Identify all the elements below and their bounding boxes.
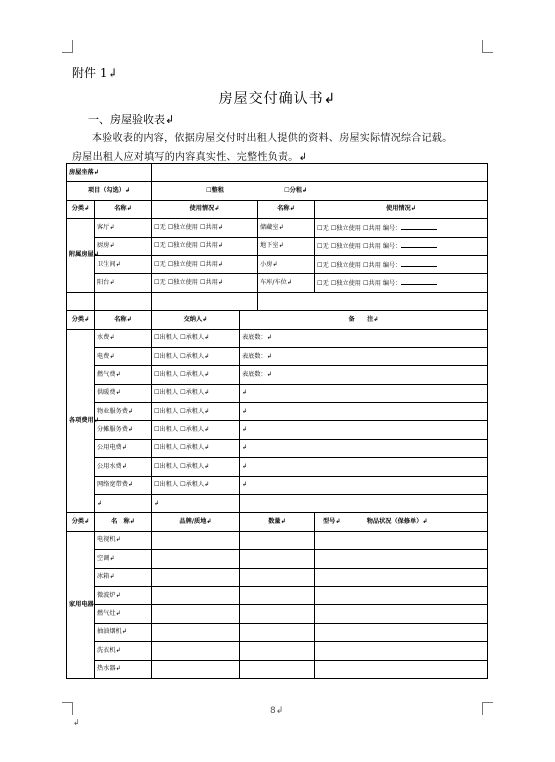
document-title: 房屋交付确认书↲ [218,91,337,107]
address-row [67,164,488,182]
fees-header-row [67,311,488,329]
appliance-row [67,531,488,549]
appliance-header-cat: 分类↲ [67,513,95,531]
fee-note[interactable]: ↲ [240,403,488,421]
rooms-header-name2: 名称↲ [258,200,315,218]
fee-row [67,384,488,402]
appliance-brand[interactable] [152,642,240,660]
room-name-2: 车库/车位↲ [258,274,315,292]
fee-row [67,329,488,347]
appliance-brand[interactable] [152,660,240,678]
fee-payer[interactable]: ☐出租人 ☐承租人↲ [152,476,240,494]
fee-name: 燃气费↲ [95,366,152,384]
room-name: 厨房↲ [95,237,152,255]
rooms-row [67,255,488,273]
fee-payer[interactable]: ☐出租人 ☐承租人↲ [152,384,240,402]
appliance-header-name: 名 称↲ [95,513,152,531]
appliance-name: 微波炉↲ [95,586,152,604]
appliance-category: 家用电器 [67,531,95,678]
room-usage-2-text: ☐无 ☐独立使用 ☐共用 编号： [317,243,402,251]
room-usage[interactable]: ☐无 ☐独立使用 ☐共用↲ [152,274,258,292]
room-name: 客厅↲ [95,219,152,237]
appliance-model-status[interactable] [315,586,488,604]
appliance-brand[interactable] [152,531,240,549]
fees-header-cat: 分类↲ [67,311,95,329]
fee-payer[interactable]: ☐出租人 ☐承租人↲ [152,403,240,421]
option-whole-rent[interactable]: ☐整租 [206,186,224,194]
spacer-cell [67,292,95,310]
number-blank[interactable] [401,224,437,230]
fee-note[interactable]: 表底数：↲ [240,347,488,365]
fee-payer[interactable]: ☐出租人 ☐承租人↲ [152,439,240,457]
rooms-row [67,219,488,237]
room-usage-2[interactable] [315,255,488,273]
fees-category: 各项费用↲ [67,329,95,513]
inspection-form-table [66,163,488,679]
fee-name: 物业服务费↲ [95,403,152,421]
appliance-name: 冰箱↲ [95,568,152,586]
appliance-brand[interactable] [152,586,240,604]
fee-row [67,347,488,365]
rooms-header-cat: 分类↲ [67,200,95,218]
fee-name: 分摊服务费↲ [95,421,152,439]
appliance-model-status[interactable] [315,623,488,641]
appliance-model-status[interactable] [315,550,488,568]
fee-row [67,495,488,513]
appliance-brand[interactable] [152,550,240,568]
project-options [152,182,488,200]
appliance-row [67,586,488,604]
intro-line-2: 房屋出租人应对填写的内容真实性、完整性负责。↲ [72,152,308,163]
appliance-name: 燃气灶↲ [95,605,152,623]
appliance-qty[interactable] [240,660,315,678]
appliance-model-status[interactable] [315,605,488,623]
fee-name: 网络宽带费↲ [95,476,152,494]
fee-name: 水费↲ [95,329,152,347]
fees-header-payer: 交纳人↲ [152,311,240,329]
fee-payer[interactable]: ☐出租人 ☐承租人↲ [152,366,240,384]
fee-note[interactable]: ↲ [240,458,488,476]
appliance-header-brand: 品牌/质地↲ [152,513,240,531]
appliance-brand[interactable] [152,623,240,641]
rooms-spacer-row [67,292,488,310]
appliance-header-qty: 数量↲ [240,513,315,531]
room-name-2: 储藏室↲ [258,219,315,237]
appliance-header-row [67,513,488,531]
appliance-qty[interactable] [240,623,315,641]
appliance-name: 空调↲ [95,550,152,568]
appliance-row [67,642,488,660]
appliance-name: 抽油烟机↲ [95,623,152,641]
page-number: 8↲ [270,706,284,716]
appliance-brand[interactable] [152,568,240,586]
rooms-header-name: 名称↲ [95,200,152,218]
appliance-row [67,568,488,586]
number-blank[interactable] [401,261,437,267]
appliance-qty[interactable] [240,550,315,568]
fee-name[interactable]: ↲ [95,495,152,513]
appliance-name: 电视机↲ [95,531,152,549]
spacer-cell [152,292,258,310]
room-usage-2-text: ☐无 ☐独立使用 ☐共用 编号： [317,224,402,232]
room-usage-2-text: ☐无 ☐独立使用 ☐共用 编号： [317,279,402,287]
room-usage-2[interactable] [315,219,488,237]
appliance-qty[interactable] [240,568,315,586]
appliance-row [67,550,488,568]
fee-name: 电费↲ [95,347,152,365]
fee-row [67,476,488,494]
appliance-qty[interactable] [240,586,315,604]
fee-name: 公用电费↲ [95,439,152,457]
address-value[interactable] [152,164,488,182]
rooms-row [67,274,488,292]
appliance-model-status[interactable] [315,642,488,660]
option-split-rent[interactable]: ☐分租↲ [284,186,308,194]
fee-row [67,366,488,384]
room-name-2: 地下室↲ [258,237,315,255]
appliance-qty[interactable] [240,642,315,660]
fee-row [67,439,488,457]
appliance-model-status[interactable] [315,531,488,549]
room-usage[interactable]: ☐无 ☐独立使用 ☐共用↲ [152,255,258,273]
fee-name: 公用水费↲ [95,458,152,476]
room-usage-2[interactable] [315,274,488,292]
fee-payer[interactable]: ☐出租人 ☐承租人↲ [152,458,240,476]
room-usage[interactable]: ☐无 ☐独立使用 ☐共用↲ [152,237,258,255]
fees-header-name: 名称↲ [95,311,152,329]
appliance-name: 热水器↲ [95,660,152,678]
crop-mark-bottom-left [62,702,73,715]
crop-mark-bottom-right [482,702,493,715]
spacer-cell [258,292,488,310]
rooms-header-usage: 使用情况↲ [152,200,258,218]
number-blank[interactable] [401,242,437,248]
appliance-model-status[interactable] [315,568,488,586]
appliance-row [67,623,488,641]
appliance-name: 洗衣机↲ [95,642,152,660]
address-label: 房屋坐落↲ [67,164,152,182]
fee-payer[interactable]: ☐出租人 ☐承租人↲ [152,421,240,439]
rooms-row [67,237,488,255]
attachment-label: 附件 1↲ [72,66,118,80]
rooms-header-usage2: 使用情况↲ [315,200,488,218]
room-name: 卫生间↲ [95,255,152,273]
room-usage[interactable]: ☐无 ☐独立使用 ☐共用↲ [152,219,258,237]
project-label: 项目（勾选）↲ [67,182,152,200]
rooms-category: 附属房屋↲ [67,219,95,293]
section-heading: 一、房屋验收表↲ [88,113,175,126]
appliance-row [67,660,488,678]
fee-name: 供暖费↲ [95,384,152,402]
fee-row [67,458,488,476]
room-name-2: 小房↲ [258,255,315,273]
appliance-qty[interactable] [240,531,315,549]
crop-mark-top-right [482,40,493,53]
fee-payer[interactable]: ☐出租人 ☐承租人↲ [152,329,240,347]
appliance-qty[interactable] [240,605,315,623]
appliance-header-status: 物品状况（保修单）↲ [366,518,428,526]
fee-payer[interactable]: ☐出租人 ☐承租人↲ [152,347,240,365]
paragraph-mark: ↲ [73,718,80,727]
fee-row [67,421,488,439]
crop-mark-top-left [62,40,73,53]
fee-note[interactable]: 表底数：↲ [240,366,488,384]
appliance-model-status[interactable] [315,660,488,678]
fee-note[interactable]: ↲ [240,421,488,439]
fee-note[interactable] [240,495,488,513]
fee-note[interactable]: ↲ [240,439,488,457]
intro-line-1: 本验收表的内容，依据房屋交付时出租人提供的资料、房屋实际情况综合记载。 [92,133,453,144]
rooms-header-row [67,200,488,218]
appliance-header-model-status [315,513,488,531]
fee-note[interactable]: ↲ [240,384,488,402]
fee-payer[interactable]: ↲ [152,495,240,513]
spacer-cell [95,292,152,310]
room-usage-2[interactable] [315,237,488,255]
appliance-row [67,605,488,623]
number-blank[interactable] [401,279,437,285]
appliance-brand[interactable] [152,605,240,623]
fee-note[interactable]: ↲ [240,476,488,494]
project-row [67,182,488,200]
fee-note[interactable]: 表底数：↲ [240,329,488,347]
room-usage-2-text: ☐无 ☐独立使用 ☐共用 编号： [317,261,402,269]
fees-header-note: 备 注↲ [240,311,488,329]
fee-row [67,403,488,421]
appliance-header-model: 型号↲ [323,518,341,526]
room-name: 阳台↲ [95,274,152,292]
